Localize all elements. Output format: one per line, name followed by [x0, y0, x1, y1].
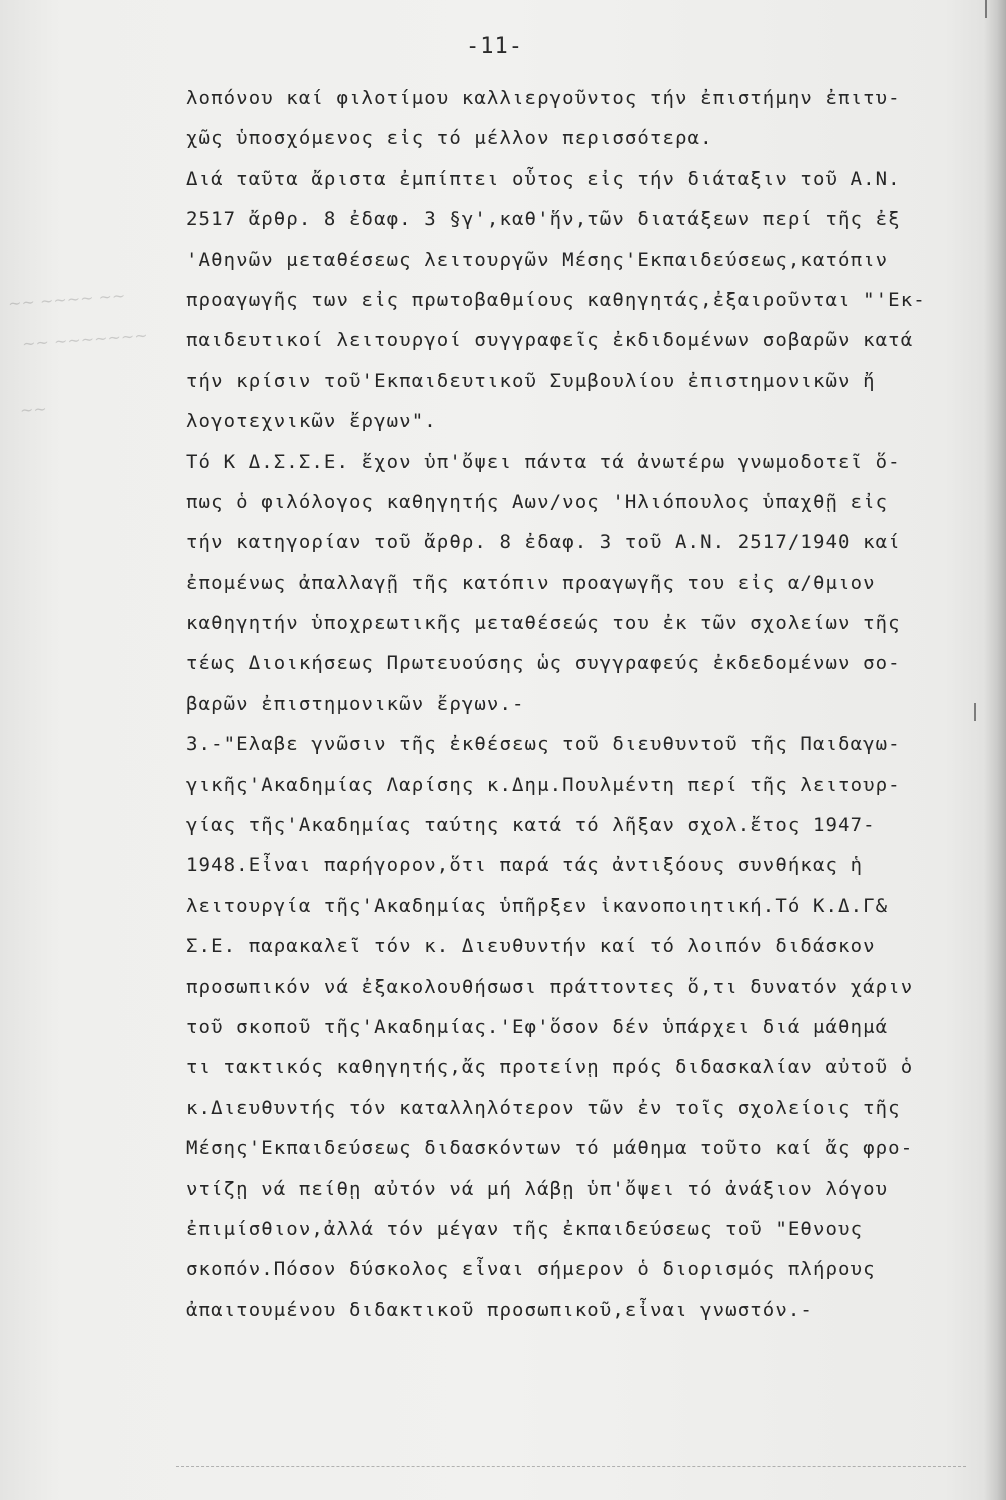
text-line: Τό Κ Δ.Σ.Σ.Ε. ἔχον ὑπ'ὄψει πάντα τά ἀνωτέρω γνωμοδοτεῖ ὅ-	[186, 450, 901, 473]
text-line: τήν κατηγορίαν τοῦ ἄρθρ. 8 ἐδαφ. 3 τοῦ Α.Ν. 2517/1940 καί	[186, 531, 901, 554]
text-line: προαγωγῆς των εἰς πρωτοβαθμίους καθηγητάς,ἐξαιροῦνται "'Εκ-	[186, 288, 926, 311]
text-line: καθηγητήν ὑποχρεωτικῆς μεταθέσεώς του ἐκ τῶν σχολείων τῆς	[186, 612, 901, 635]
text-line: 'Αθηνῶν μεταθέσεως λειτουργῶν Μέσης'Εκπαιδεύσεως,κατόπιν	[186, 248, 889, 271]
text-line: Μέσης'Εκπαιδεύσεως διδασκόντων τό μάθημα τοῦτο καί ἄς φρο-	[186, 1137, 914, 1160]
text-line: χῶς ὑποσχόμενος εἰς τό μέλλον περισσότερα.	[186, 127, 713, 150]
text-line: τέως Διοικήσεως Πρωτευούσης ὡς συγγραφεύς ἐκδεδομένων σο-	[186, 652, 901, 675]
page-number: -11-	[466, 34, 523, 59]
text-line: Σ.Ε. παρακαλεῖ τόν κ. Διευθυντήν καί τό λοιπόν διδάσκον	[186, 935, 876, 958]
body-text	[186, 78, 986, 1330]
margin-bleed-mark: ~~	[19, 399, 48, 420]
text-line: ἐπομένως ἀπαλλαγῇ τῆς κατόπιν προαγωγῆς του εἰς α/θμιον	[186, 571, 876, 594]
text-line: τι τακτικός καθηγητής,ἄς προτείνῃ πρός διδασκαλίαν αὐτοῦ ὁ	[186, 1056, 914, 1079]
text-line: 2517 ἄρθρ. 8 ἐδαφ. 3 §γ',καθ'ἥν,τῶν διατάξεων περί τῆς ἐξ	[186, 208, 901, 231]
text-line: λογοτεχνικῶν ἔργων".	[186, 410, 437, 433]
margin-bleed-mark: ~~ ~~~~ ~~	[7, 285, 126, 314]
text-line: ἀπαιτουμένου διδακτικοῦ προσωπικοῦ,εἶναι γνωστόν.-	[186, 1298, 813, 1321]
text-line: Διά ταῦτα ἄριστα ἐμπίπτει οὗτος εἰς τήν διάταξιν τοῦ Α.Ν.	[186, 167, 901, 190]
text-line: γικῆς'Ακαδημίας Λαρίσης κ.Δημ.Πουλμέντη περί τῆς λειτουρ-	[186, 773, 901, 796]
text-line: λοπόνου καί φιλοτίμου καλλιεργοῦντος τήν ἐπιστήμην ἐπιτυ-	[186, 87, 901, 109]
text-line: ντίζῃ νά πείθῃ αὐτόν νά μή λάβῃ ὑπ'ὄψει τό ἀνάξιον λόγου	[186, 1177, 889, 1200]
text-line: λειτουργία τῆς'Ακαδημίας ὑπῆρξεν ἱκανοποιητική.Τό Κ.Δ.Γ&	[186, 894, 889, 917]
bottom-rule	[176, 1466, 966, 1467]
text-line: σκοπόν.Πόσον δύσκολος εἶναι σήμερον ὁ διορισμός πλήρους	[186, 1258, 876, 1281]
text-line: πως ὁ φιλόλογος καθηγητής Αων/νος 'Ηλιόπουλος ὑπαχθῇ εἰς	[186, 490, 889, 513]
text-line: παιδευτικοί λειτουργοί συγγραφεῖς ἐκδιδομένων σοβαρῶν κατά	[186, 329, 914, 352]
margin-bleed-mark: ~~ ~~~~~~~	[21, 325, 149, 354]
page-edge-shadow	[984, 0, 1006, 1500]
text-line: γίας τῆς'Ακαδημίας ταύτης κατά τό λῆξαν σχολ.ἔτος 1947-	[186, 814, 876, 837]
text-line: τοῦ σκοποῦ τῆς'Ακαδημίας.'Εφ'ὅσον δέν ὑπάρχει διά μάθημά	[186, 1015, 889, 1038]
text-line: βαρῶν ἐπιστημονικῶν ἔργων.-	[186, 692, 525, 715]
text-line: τήν κρίσιν τοῦ'Εκπαιδευτικοῦ Συμβουλίου ἐπιστημονικῶν ἤ	[186, 369, 876, 392]
text-line: προσωπικόν νά ἐξακολουθήσωσι πράττοντες ὅ,τι δυνατόν χάριν	[186, 975, 914, 998]
text-line: κ.Διευθυντής τόν καταλληλότερον τῶν ἐν τοῖς σχολείοις τῆς	[186, 1096, 901, 1119]
text-line: 3.-"Ελαβε γνῶσιν τῆς ἐκθέσεως τοῦ διευθυντοῦ τῆς Παιδαγω-	[186, 733, 901, 756]
text-line: ἐπιμίσθιον,ἀλλά τόν μέγαν τῆς ἐκπαιδεύσεως τοῦ "Εθνους	[186, 1217, 864, 1240]
text-line: 1948.Εἶναι παρήγορον,ὅτι παρά τάς ἀντιξόους συνθήκας ἡ	[186, 854, 864, 877]
